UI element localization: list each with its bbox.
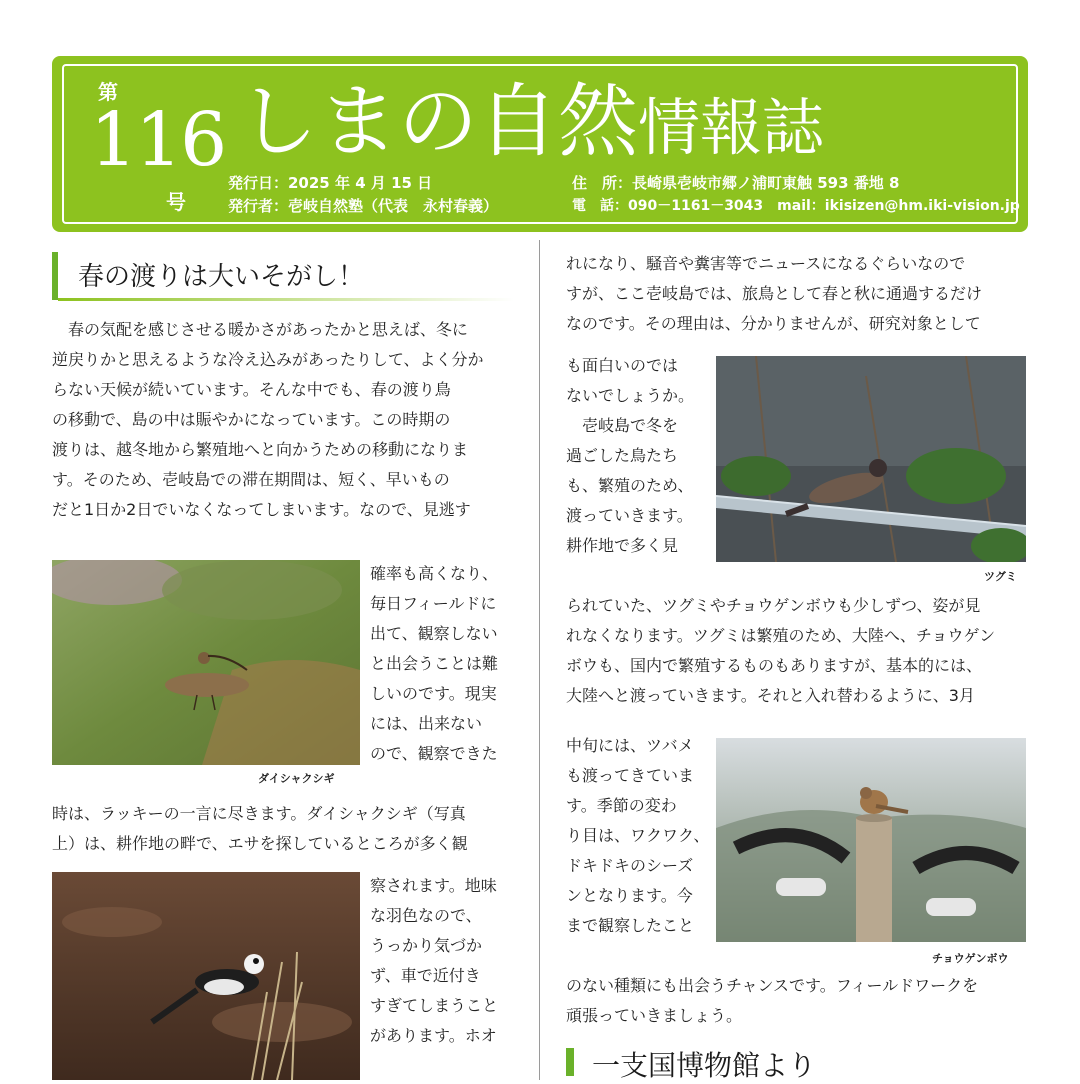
text-line: 頑張っていきましょう。 bbox=[566, 1006, 743, 1025]
text-line: 確率も高くなり、 bbox=[370, 564, 499, 583]
text-line: 渡りは、越冬地から繁殖地へと向かうための移動になりま bbox=[52, 440, 469, 459]
thrush-photo bbox=[716, 356, 1026, 562]
text-line: られていた、ツグミやチョウゲンボウも少しずつ、姿が見 bbox=[566, 596, 981, 615]
text-line: があります。ホオ bbox=[370, 1026, 497, 1045]
left-text-block-1 bbox=[52, 320, 522, 530]
text-line: 過ごした鳥たち bbox=[566, 446, 679, 465]
wagtail-photo bbox=[52, 872, 360, 1080]
text-line: には、出来ない bbox=[370, 714, 483, 733]
right-text-block-5 bbox=[566, 976, 1036, 1036]
text-line: ボウも、国内で繁殖するものもありますが、基本的には、 bbox=[566, 656, 983, 675]
masthead-title-small: 情報誌 bbox=[638, 91, 825, 164]
text-line: れになり、騒音や糞害等でニュースになるぐらいなので bbox=[566, 254, 966, 273]
next-section-heading: 一支国博物館より bbox=[592, 1049, 817, 1082]
heading-bar bbox=[52, 252, 58, 300]
text-line: まで観察したこと bbox=[566, 916, 695, 935]
issue-prefix: 第 bbox=[98, 80, 118, 104]
text-line: り目は、ワクワク、 bbox=[566, 826, 710, 845]
text-line: 時は、ラッキーの一言に尽きます。ダイシャクシギ（写真 bbox=[52, 804, 466, 823]
text-line: の移動で、島の中は賑やかになっています。この時期の bbox=[52, 410, 451, 429]
publisher: 発行者：壱岐自然塾（代表 永村春義） bbox=[228, 197, 499, 215]
kestrel-photo bbox=[716, 738, 1026, 942]
text-line: 大陸へと渡っていきます。それと入れ替わるように、3月 bbox=[566, 686, 975, 705]
text-line: すが、ここ壱岐島では、旅鳥として春と秋に通過するだけ bbox=[566, 284, 983, 303]
text-line: 毎日フィールドに bbox=[370, 594, 497, 613]
right-text-block-1 bbox=[566, 254, 1036, 344]
text-line: す。そのため、壱岐島での滞在期間は、短く、早いもの bbox=[52, 470, 450, 489]
text-line: ないでしょうか。 bbox=[566, 386, 695, 405]
text-line: らない天候が続いています。そんな中でも、春の渡り鳥 bbox=[52, 380, 451, 399]
heading-underline bbox=[58, 298, 514, 301]
kestrel-caption: チョウゲンボウ bbox=[932, 952, 1009, 965]
text-line: 中旬には、ツバメ bbox=[566, 736, 694, 755]
text-line: しいのです。現実 bbox=[370, 684, 497, 703]
curlew-photo bbox=[52, 560, 360, 765]
article-heading: 春の渡りは大いそがし！ bbox=[78, 262, 365, 292]
text-line: ドキドキのシーズ bbox=[566, 856, 694, 875]
text-line: も面白いのでは bbox=[566, 356, 679, 375]
masthead-title bbox=[238, 72, 824, 178]
text-line: 渡っていきます。 bbox=[566, 506, 693, 525]
right-text-block-3 bbox=[566, 596, 1036, 716]
text-line: 察されます。地味 bbox=[370, 876, 497, 895]
text-line: 春の気配を感じさせる暖かさがあったかと思えば、冬に bbox=[52, 320, 468, 339]
curlew-caption: ダイシャクシギ bbox=[258, 772, 335, 785]
issue-date: 発行日：2025 年 4 月 15 日 bbox=[228, 174, 433, 192]
text-line: だと1日か2日でいなくなってしまいます。なので、見逃す bbox=[52, 500, 471, 519]
text-line: す。季節の変わ bbox=[566, 796, 677, 815]
text-line: 耕作地で多く見 bbox=[566, 536, 679, 555]
right-text-block-2 bbox=[566, 356, 711, 566]
text-line: 壱岐島で冬を bbox=[566, 416, 679, 435]
address: 住 所：長崎県壱岐市郷ノ浦町東触 593 番地 8 bbox=[572, 174, 900, 192]
text-line: のない種類にも出会うチャンスです。フィールドワークを bbox=[566, 976, 979, 995]
text-line: な羽色なので、 bbox=[370, 906, 482, 925]
thrush-caption: ツグミ bbox=[984, 570, 1017, 583]
text-line: も渡ってきていま bbox=[566, 766, 695, 785]
text-line: れなくなります。ツグミは繁殖のため、大陸へ、チョウゲン bbox=[566, 626, 996, 645]
issue-number: 116 bbox=[90, 97, 226, 183]
text-line: も、繁殖のため、 bbox=[566, 476, 694, 495]
column-divider bbox=[539, 240, 540, 1080]
text-line: 出て、観察しない bbox=[370, 624, 498, 643]
text-line: ンとなります。今 bbox=[566, 886, 693, 905]
masthead-title-main: しまの自然 bbox=[238, 75, 638, 168]
text-line: ので、観察できた bbox=[370, 744, 498, 763]
right-text-block-4 bbox=[566, 736, 711, 946]
text-line: うっかり気づか bbox=[370, 936, 483, 955]
left-text-block-2 bbox=[370, 564, 520, 774]
text-line: なのです。その理由は、分かりませんが、研究対象として bbox=[566, 314, 981, 333]
text-line: ず、車で近付き bbox=[370, 966, 481, 985]
text-line: と出会うことは難 bbox=[370, 654, 499, 673]
left-text-block-3 bbox=[52, 804, 522, 864]
left-text-block-4 bbox=[370, 876, 520, 1056]
text-line: すぎてしまうこと bbox=[370, 996, 499, 1015]
next-heading-bar bbox=[566, 1048, 574, 1076]
text-line: 上）は、耕作地の畔で、エサを探しているところが多く観 bbox=[52, 834, 468, 853]
issue-suffix: 号 bbox=[166, 190, 186, 214]
text-line: 逆戻りかと思えるような冷え込みがあったりして、よく分か bbox=[52, 350, 484, 369]
contact: 電 話：090－1161－3043 mail：ikisizen@hm.iki-vision.jp bbox=[572, 198, 1020, 214]
